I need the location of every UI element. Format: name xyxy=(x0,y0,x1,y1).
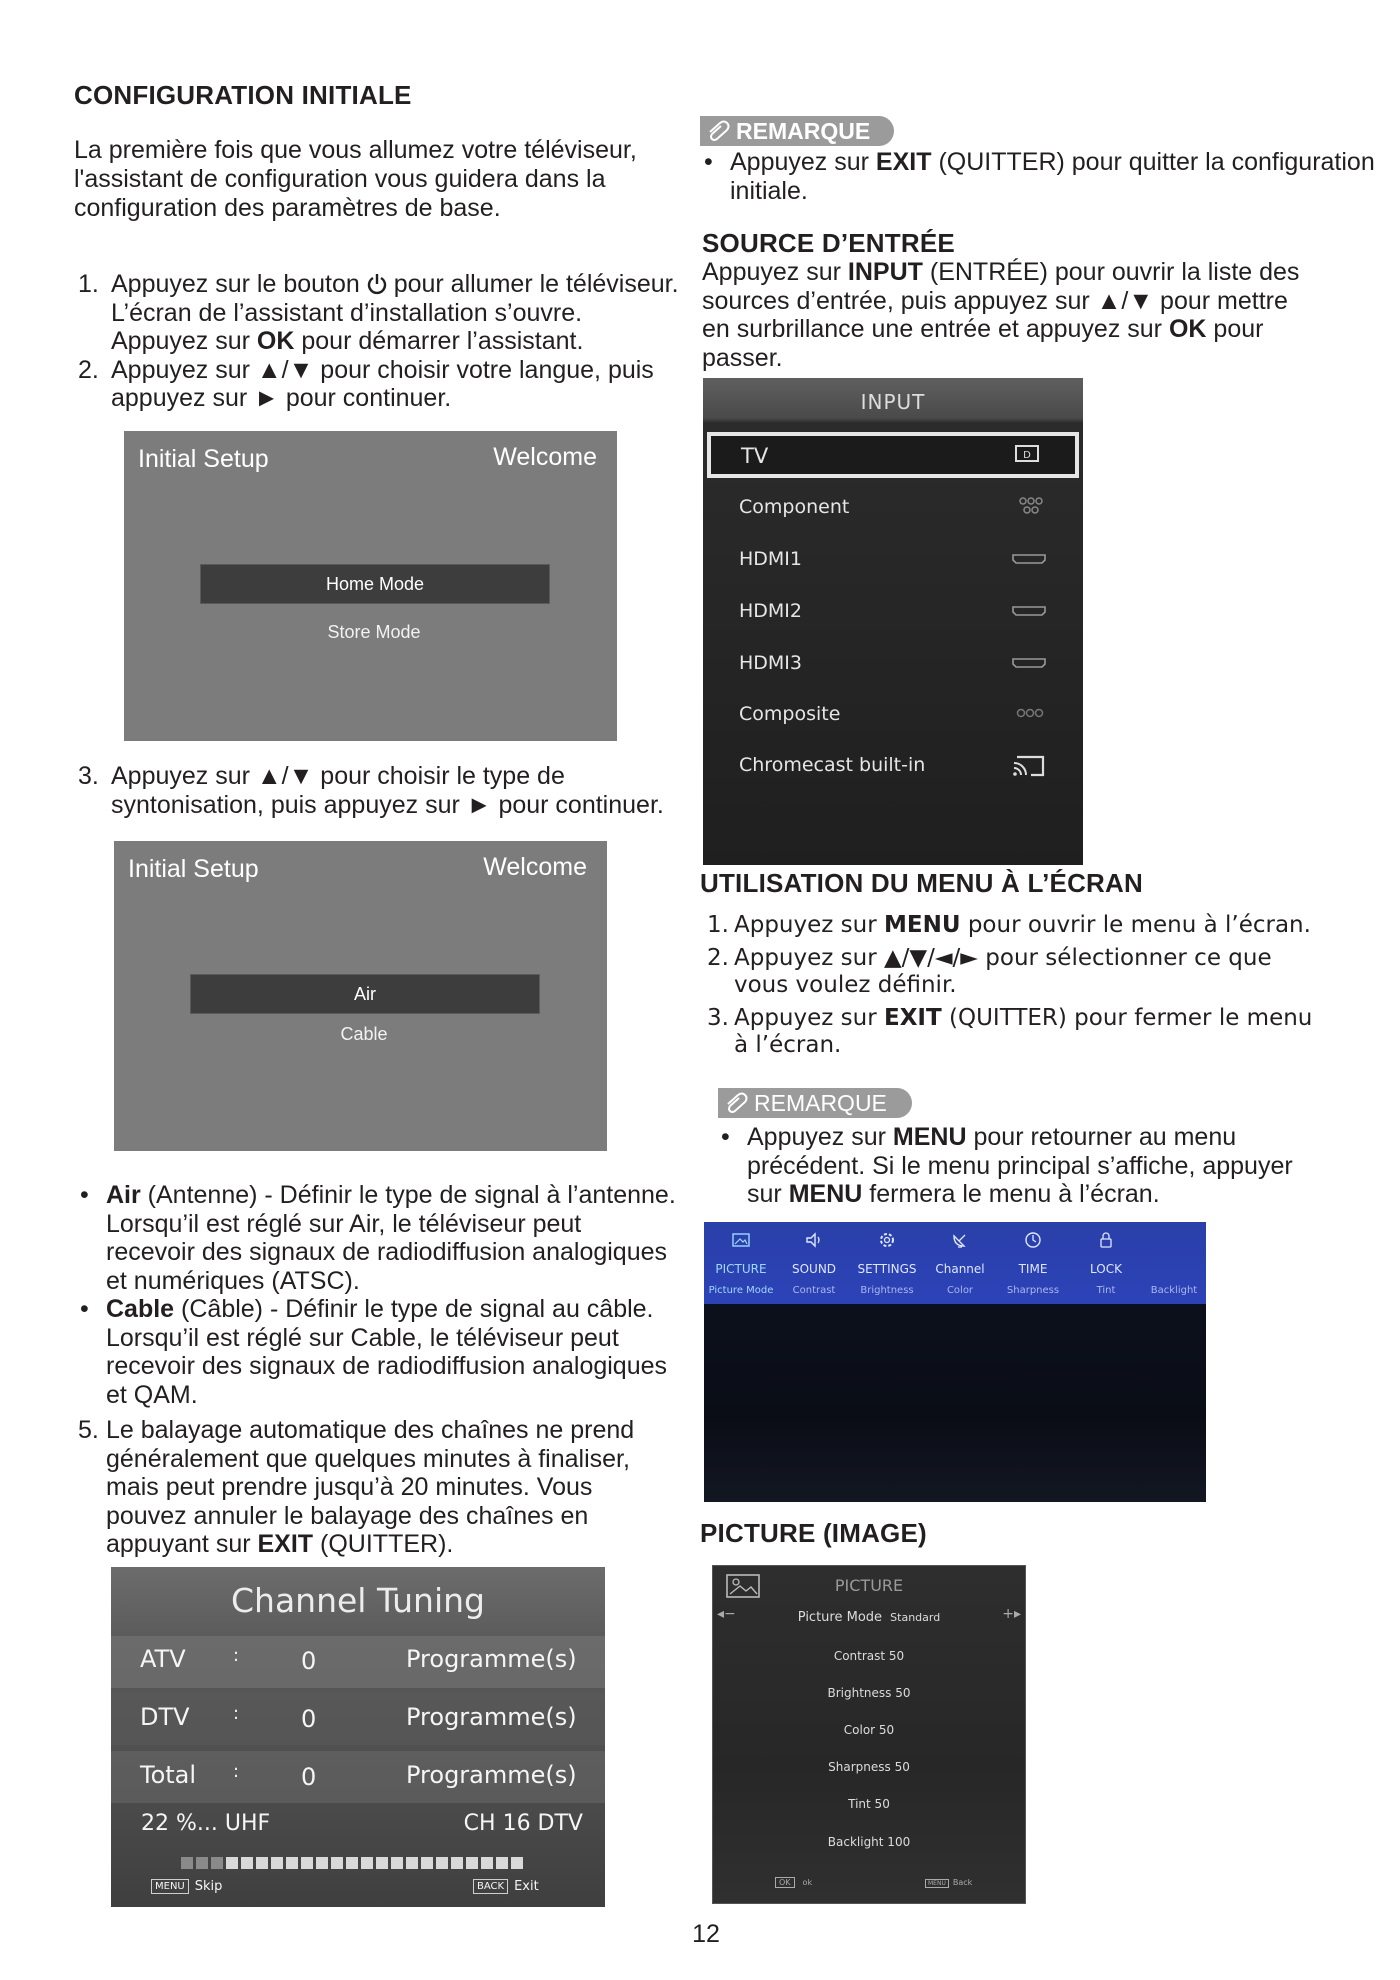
setup-welcome: Welcome xyxy=(493,443,597,471)
input-source-paragraph: Appuyez sur INPUT (ENTRÉE) pour ouvrir la liste des sources d’entrée, puis appuyez sur ▲/▼ pour mettre en surbrillance une entrée et appuyez sur OK pour passer. xyxy=(702,258,1300,372)
setup-step-3 xyxy=(78,762,698,819)
composite-icon xyxy=(1011,702,1047,724)
progress-segment xyxy=(511,1857,523,1869)
bullet-air: • Air (Antenne) - Définir le type de signal à l’antenne. Lorsqu’il est réglé sur Air, le téléviseur peut recevoir des signaux de radiodiffusion analogiques et numériques (ATSC). xyxy=(78,1181,708,1295)
progress-segment xyxy=(181,1857,193,1869)
osd-step-2: 2. Appuyez sur ▲/▼/◄/► pour sélectionner ce que vous voulez définir. xyxy=(707,945,1272,998)
section-title-initial-setup: CONFIGURATION INITIALE xyxy=(74,80,412,110)
input-title: INPUT xyxy=(860,390,926,414)
tuning-row-dtv: DTV : 0 Programme(s) xyxy=(140,1703,577,1733)
option-store-mode[interactable]: Store Mode xyxy=(327,622,421,642)
menu-tab-lock[interactable]: LOCK Tint xyxy=(1069,1222,1143,1304)
power-icon xyxy=(367,273,387,295)
tuning-status-left: 22 %... UHF xyxy=(141,1811,271,1836)
picture-row-sharpness[interactable]: Sharpness 50 xyxy=(828,1760,910,1774)
step-3: 3. Appuyez sur ▲/▼ pour choisir le type de syntonisation, puis appuyez sur ► pour continuer. xyxy=(78,762,664,819)
tuning-status-right: CH 16 DTV xyxy=(463,1811,583,1836)
setup-steps-1-2 xyxy=(78,270,698,413)
tuning-row-atv: ATV : 0 Programme(s) xyxy=(140,1645,577,1675)
progress-segment xyxy=(271,1857,283,1869)
tuning-exit[interactable]: BACK Exit xyxy=(473,1879,539,1894)
satellite-icon xyxy=(950,1230,970,1250)
menu-tab-backlight[interactable]: Backlight xyxy=(1150,1285,1198,1296)
progress-segment xyxy=(496,1857,508,1869)
progress-segment xyxy=(466,1857,478,1869)
progress-segment xyxy=(346,1857,358,1869)
picture-row-color[interactable]: Color 50 xyxy=(843,1723,895,1737)
progress-segment xyxy=(376,1857,388,1869)
svg-text:D: D xyxy=(1023,450,1031,461)
tv-icon xyxy=(1007,443,1043,465)
note-badge-2: REMARQUE xyxy=(718,1088,912,1118)
progress-segment xyxy=(361,1857,373,1869)
input-item-tv[interactable]: TV D xyxy=(707,432,1079,478)
signal-type-bullets xyxy=(78,1181,708,1409)
picture-row-brightness[interactable]: Brightness 50 xyxy=(827,1686,911,1700)
menu-tab-picture[interactable]: PICTURE Picture Mode xyxy=(704,1222,778,1304)
intro-paragraph: La première fois que vous allumez votre téléviseur, l'assistant de configuration vous guidera dans la configuration des paramètres de base. xyxy=(74,136,637,222)
picture-back-hint: MENU Back xyxy=(925,1878,972,1887)
gear-icon xyxy=(877,1230,897,1250)
osd-step-1: 1. Appuyez sur MENU pour ouvrir le menu à l’écran. xyxy=(707,912,1311,938)
right-arrow-icon[interactable]: +▸ xyxy=(1002,1606,1021,1622)
note-2-list xyxy=(719,1123,1379,1209)
paperclip-icon xyxy=(724,1092,750,1114)
component-icon xyxy=(1011,495,1047,517)
sound-icon xyxy=(804,1230,824,1250)
note-1-item: • Appuyez sur EXIT (QUITTER) pour quitter la configuration initiale. xyxy=(702,148,1382,205)
setup-step-5 xyxy=(78,1416,698,1559)
step-2: 2. Appuyez sur ▲/▼ pour choisir votre langue, puis appuyez sur ► pour continuer. xyxy=(78,355,654,412)
picture-menu-screen xyxy=(712,1565,1026,1904)
input-item-hdmi3[interactable]: HDMI3 xyxy=(703,640,1083,686)
input-item-hdmi1[interactable]: HDMI1 xyxy=(703,536,1083,582)
initial-setup-screen-mode xyxy=(124,431,617,741)
picture-icon xyxy=(731,1230,751,1250)
progress-segment xyxy=(286,1857,298,1869)
main-menu-screen xyxy=(704,1222,1206,1502)
hdmi-icon xyxy=(1011,599,1047,621)
lock-icon xyxy=(1096,1230,1116,1250)
input-item-component[interactable]: Component xyxy=(703,484,1083,530)
bullet-cable: • Cable (Câble) - Définir le type de signal au câble. Lorsqu’il est réglé sur Cable, le téléviseur peut recevoir des signaux de radiodiffusion analogiques et QAM. xyxy=(78,1295,708,1409)
picture-row-tint[interactable]: Tint 50 xyxy=(848,1797,890,1811)
progress-segment xyxy=(406,1857,418,1869)
step-5: 5. Le balayage automatique des chaînes ne prend généralement que quelques minutes à finaliser, mais peut prendre jusqu’à 20 minutes. Vous pouvez annuler le balayage des chaînes en appuyant sur EXIT (QUITTER). xyxy=(78,1416,635,1558)
menu-tab-sound[interactable]: SOUND Contrast xyxy=(777,1222,851,1304)
picture-row-contrast[interactable]: Contrast 50 xyxy=(833,1649,905,1663)
progress-segment xyxy=(301,1857,313,1869)
left-arrow-icon[interactable]: ◂− xyxy=(717,1606,736,1622)
picture-row-backlight[interactable]: Backlight 100 xyxy=(827,1835,911,1849)
tuning-title: Channel Tuning xyxy=(231,1581,485,1620)
setup-welcome: Welcome xyxy=(483,853,587,881)
progress-segment xyxy=(226,1857,238,1869)
progress-segment xyxy=(391,1857,403,1869)
input-source-screen xyxy=(703,378,1083,865)
menu-tab-settings[interactable]: SETTINGS Brightness xyxy=(850,1222,924,1304)
option-air[interactable]: Air xyxy=(190,974,540,1014)
setup-title: Initial Setup xyxy=(128,855,259,883)
progress-segment xyxy=(481,1857,493,1869)
note-1-list xyxy=(702,148,1382,205)
cast-icon xyxy=(1011,750,1047,778)
input-item-chromecast[interactable]: Chromecast built-in xyxy=(703,742,1083,788)
tuning-skip[interactable]: MENU Skip xyxy=(151,1879,222,1894)
step-1: 1. Appuyez sur le bouton pour allumer le téléviseur. L’écran de l’assistant d’installation s’ouvre. Appuyez sur OK pour démarrer l’assistant. xyxy=(78,270,679,355)
note-2-item: • Appuyez sur MENU pour retourner au menu précédent. Si le menu principal s’affiche, appuyer sur MENU fermera le menu à l’écran. xyxy=(719,1123,1379,1209)
progress-segment xyxy=(421,1857,433,1869)
picture-mode-row[interactable]: Picture Mode Standard xyxy=(797,1610,941,1625)
tuning-row-total: Total : 0 Programme(s) xyxy=(140,1761,577,1791)
option-home-mode[interactable]: Home Mode xyxy=(200,564,550,604)
note-badge-1: REMARQUE xyxy=(700,116,894,146)
setup-title: Initial Setup xyxy=(138,445,269,473)
hdmi-icon xyxy=(1011,547,1047,569)
channel-tuning-screen xyxy=(111,1567,605,1907)
clock-icon xyxy=(1023,1230,1043,1250)
progress-segment xyxy=(241,1857,253,1869)
picture-ok-hint: OK ok xyxy=(775,1878,812,1887)
main-menu-bar xyxy=(704,1222,1206,1304)
section-title-picture: PICTURE (IMAGE) xyxy=(700,1518,927,1548)
page-number: 12 xyxy=(692,1920,720,1948)
progress-segment xyxy=(436,1857,448,1869)
section-title-input-source: SOURCE D’ENTRÉE xyxy=(702,228,955,258)
osd-step-3: 3. Appuyez sur EXIT (QUITTER) pour fermer le menu à l’écran. xyxy=(707,1005,1313,1058)
progress-segment xyxy=(451,1857,463,1869)
osd-steps xyxy=(707,912,1387,1059)
progress-segment xyxy=(196,1857,208,1869)
section-title-osd: UTILISATION DU MENU À L’ÉCRAN xyxy=(700,868,1143,898)
menu-tab-channel[interactable]: Channel Color xyxy=(923,1222,997,1304)
progress-segment xyxy=(316,1857,328,1869)
progress-segment xyxy=(256,1857,268,1869)
menu-tab-time[interactable]: TIME Sharpness xyxy=(996,1222,1070,1304)
hdmi-icon xyxy=(1011,651,1047,673)
progress-segment xyxy=(211,1857,223,1869)
option-cable[interactable]: Cable xyxy=(340,1024,388,1044)
input-item-composite[interactable]: Composite xyxy=(703,691,1083,737)
paperclip-icon xyxy=(706,120,732,142)
picture-menu-title: PICTURE xyxy=(834,1576,904,1595)
initial-setup-screen-tuning xyxy=(114,841,607,1151)
input-item-hdmi2[interactable]: HDMI2 xyxy=(703,588,1083,634)
progress-segment xyxy=(331,1857,343,1869)
